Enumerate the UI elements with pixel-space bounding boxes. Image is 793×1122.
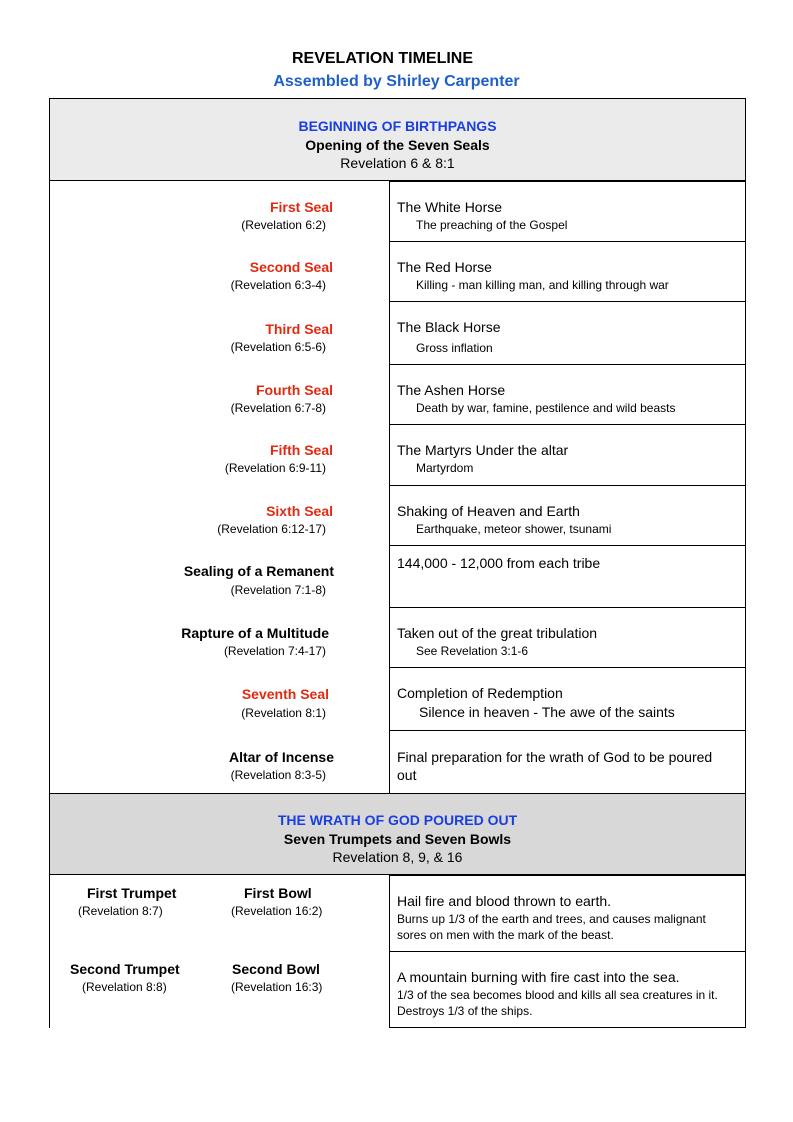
seal-label-cell [50,424,390,485]
seal-event-title: Taken out of the great tribulation [397,625,598,641]
seal-name: Fifth Seal [269,442,333,458]
seal-event-detail: See Revelation 3:1-6 [416,644,529,658]
seal-reference: (Revelation 6:9-11) [224,461,326,475]
section-reference: Revelation 8, 9, & 16 [332,849,463,865]
document-title: REVELATION TIMELINE [291,50,474,67]
seal-label-cell [50,545,390,607]
seal-event-detail: Earthquake, meteor shower, tsunami [416,522,612,536]
seal-description-cell [389,241,746,302]
judgment-label-cell [50,875,390,951]
bowl-name: Second Bowl [232,961,320,977]
seal-name: Altar of Incense [228,749,334,765]
judgment-event-detail: 1/3 of the sea becomes blood and kills all sea creatures in it. Destroys 1/3 of the ships. [397,988,718,1018]
bowl-name: First Bowl [244,885,312,901]
seal-event-title: 144,000 - 12,000 from each tribe [397,555,601,571]
seal-event-detail: The preaching of the Gospel [416,218,568,232]
seal-name: Third Seal [265,321,333,337]
seal-description-cell [389,667,746,731]
seal-reference: (Revelation 7:4-17) [223,644,326,658]
seal-reference: (Revelation 8:1) [241,706,326,720]
seal-label-cell [50,607,390,667]
seal-reference: (Revelation 8:3-5) [230,768,326,782]
seal-name: Second Seal [249,259,333,275]
seal-description-cell [389,364,746,425]
seal-name: Rapture of a Multitude [181,625,329,641]
judgment-event-title: A mountain burning with fire cast into the sea. [397,969,680,985]
section-title: BEGINNING OF BIRTHPANGS [298,118,497,134]
section-header-wrath [49,793,746,875]
seal-label-cell [50,730,390,793]
judgment-event-title: Hail fire and blood thrown to earth. [397,893,612,909]
seal-name: Sixth Seal [266,503,333,519]
bowl-reference: (Revelation 16:2) [231,904,323,918]
trumpet-name: First Trumpet [87,885,177,901]
seal-description-cell [389,424,746,486]
seal-name: First Seal [269,199,333,215]
seal-event-detail: Silence in heaven - The awe of the saints [419,704,675,720]
seal-event-title: Shaking of Heaven and Earth [397,503,580,519]
seal-reference: (Revelation 6:2) [241,218,326,232]
seal-description-cell [389,485,746,546]
seal-reference: (Revelation 6:7-8) [230,401,326,415]
trumpet-reference: (Revelation 8:8) [82,980,167,994]
seal-event-title: Completion of Redemption [397,685,563,701]
section-title: THE WRATH OF GOD POURED OUT [277,812,518,828]
section-header-birthpangs [49,98,746,181]
seal-event-detail: Death by war, famine, pestilence and wild beasts [416,401,676,415]
seal-description-cell [389,301,746,365]
seal-event-detail: Martyrdom [416,461,474,475]
seal-label-cell [50,181,390,241]
seal-description-cell [389,730,746,794]
seal-name: Fourth Seal [255,382,333,398]
seal-reference: (Revelation 6:3-4) [230,278,326,292]
seal-label-cell [50,241,390,301]
seal-event-title: The Red Horse [397,259,492,275]
section-subtitle: Opening of the Seven Seals [305,137,490,153]
seal-description-cell [389,607,746,668]
seal-event-detail: Gross inflation [416,341,493,355]
document-subtitle: Assembled by Shirley Carpenter [273,73,520,90]
seal-label-cell [50,667,390,730]
section-subtitle: Seven Trumpets and Seven Bowls [283,831,512,847]
seal-label-cell [50,485,390,545]
seal-description-cell [389,181,746,242]
judgment-description-cell [389,951,746,1028]
section-reference: Revelation 6 & 8:1 [340,155,455,171]
seal-event-title: The White Horse [397,199,503,215]
trumpet-reference: (Revelation 8:7) [78,904,163,918]
seal-reference: (Revelation 6:12-17) [217,522,326,536]
bowl-reference: (Revelation 16:3) [231,980,323,994]
trumpet-name: Second Trumpet [70,961,180,977]
seal-name: Sealing of a Remanent [183,563,334,579]
seal-label-cell [50,301,390,364]
seal-event-detail: Killing - man killing man, and killing through war [416,278,669,292]
seal-label-cell [50,364,390,424]
seal-event-title: The Ashen Horse [397,382,506,398]
judgment-description-cell [389,875,746,952]
seal-event-title: The Martyrs Under the altar [397,442,569,458]
seal-event-title: Final preparation for the wrath of God to be poured out [397,749,713,783]
judgment-event-detail: Burns up 1/3 of the earth and trees, and causes malignant sores on men with the mark of the beast. [397,912,706,942]
seal-name: Seventh Seal [241,686,329,702]
seal-reference: (Revelation 6:5-6) [230,340,326,354]
seal-reference: (Revelation 7:1-8) [230,583,326,597]
judgment-label-cell [50,951,390,1027]
seal-description-cell [389,545,746,608]
seal-event-title: The Black Horse [397,319,501,335]
